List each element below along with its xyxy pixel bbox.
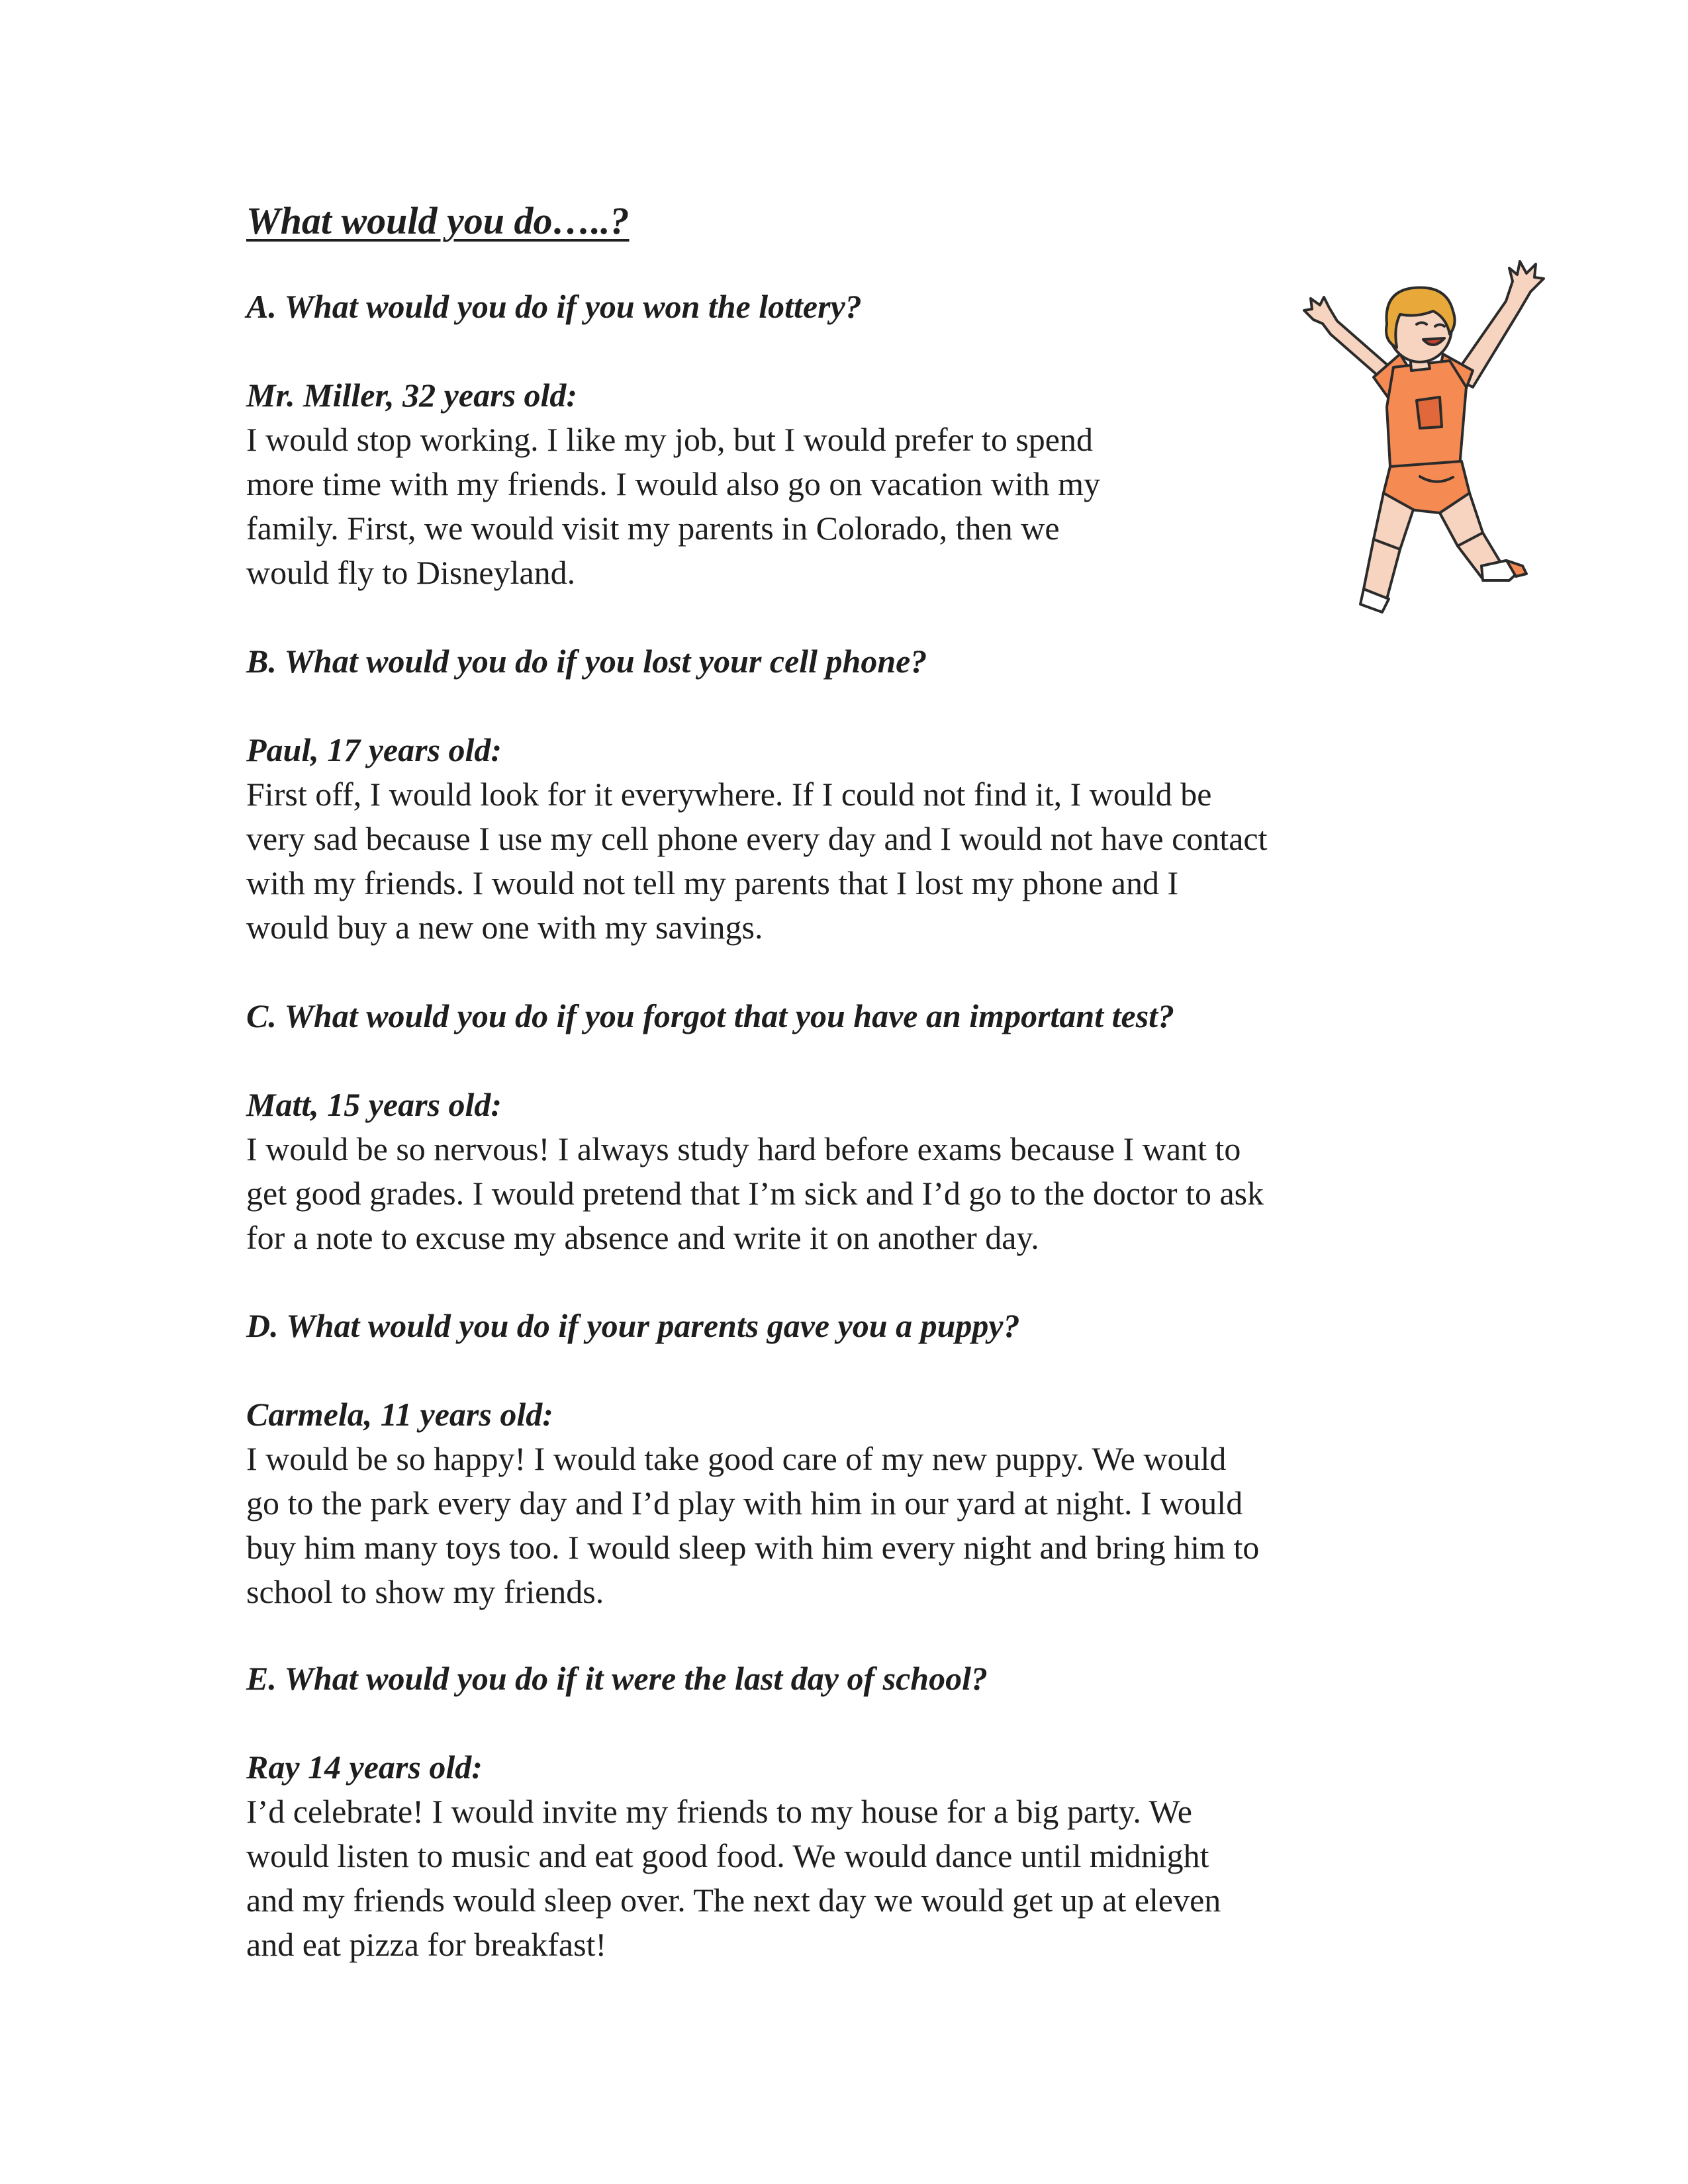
answer-line: would listen to music and eat good food. We would dance until midnight [246,1837,1209,1874]
answer-line: I would be so nervous! I always study hard before exams because I want to [246,1130,1241,1167]
question-d: D. What would you do if your parents gave you a puppy? [246,1307,1020,1344]
answer-b [246,772,1267,950]
question-c: C. What would you do if you forgot that you have an important test? [246,997,1175,1034]
question-e: E. What would you do if it were the last day of school? [246,1660,988,1697]
answer-d [246,1437,1259,1614]
answer-line: more time with my friends. I would also go on vacation with my [246,465,1101,502]
answer-line: buy him many toys too. I would sleep with him every night and bring him to [246,1529,1260,1566]
speaker-b: Paul, 17 years old: [246,731,502,768]
speaker-a: Mr. Miller, 32 years old: [246,377,578,414]
answer-line: and eat pizza for breakfast! [246,1926,607,1963]
answer-line: go to the park every day and I’d play with him in our yard at night. I would [246,1484,1243,1522]
answer-line: First off, I would look for it everywhere. If I could not find it, I would be [246,776,1212,813]
answer-line: school to show my friends. [246,1573,604,1610]
section-b [246,639,1267,950]
question-b: B. What would you do if you lost your cell phone? [246,643,927,680]
answer-line: family. First, we would visit my parents in Colorado, then we [246,510,1060,547]
section-d [246,1304,1259,1614]
answer-c [246,1127,1264,1260]
answer-line: I would stop working. I like my job, but I would prefer to spend [246,421,1093,458]
answer-line: very sad because I use my cell phone every day and I would not have contact [246,820,1268,857]
jumping-girl-icon [1284,255,1562,652]
answer-line: for a note to excuse my absence and write it on another day. [246,1219,1039,1256]
section-c [246,994,1264,1260]
answer-line: I’d celebrate! I would invite my friends to my house for a big party. We [246,1793,1192,1830]
page-title: What would you do…..? [246,199,630,242]
speaker-e: Ray 14 years old: [246,1749,483,1786]
answer-line: and my friends would sleep over. The next day we would get up at eleven [246,1882,1221,1919]
answer-e [246,1790,1221,1967]
section-a [246,285,1100,595]
answer-line: I would be so happy! I would take good care of my new puppy. We would [246,1440,1227,1477]
answer-a [246,418,1100,595]
answer-line: would fly to Disneyland. [246,554,576,591]
speaker-c: Matt, 15 years old: [246,1086,502,1123]
question-a: A. What would you do if you won the lottery? [246,288,862,325]
speaker-d: Carmela, 11 years old: [246,1396,553,1433]
answer-line: get good grades. I would pretend that I’m sick and I’d go to the doctor to ask [246,1175,1264,1212]
section-e [246,1657,1221,1967]
answer-line: with my friends. I would not tell my parents that I lost my phone and I [246,864,1179,901]
answer-line: would buy a new one with my savings. [246,909,763,946]
